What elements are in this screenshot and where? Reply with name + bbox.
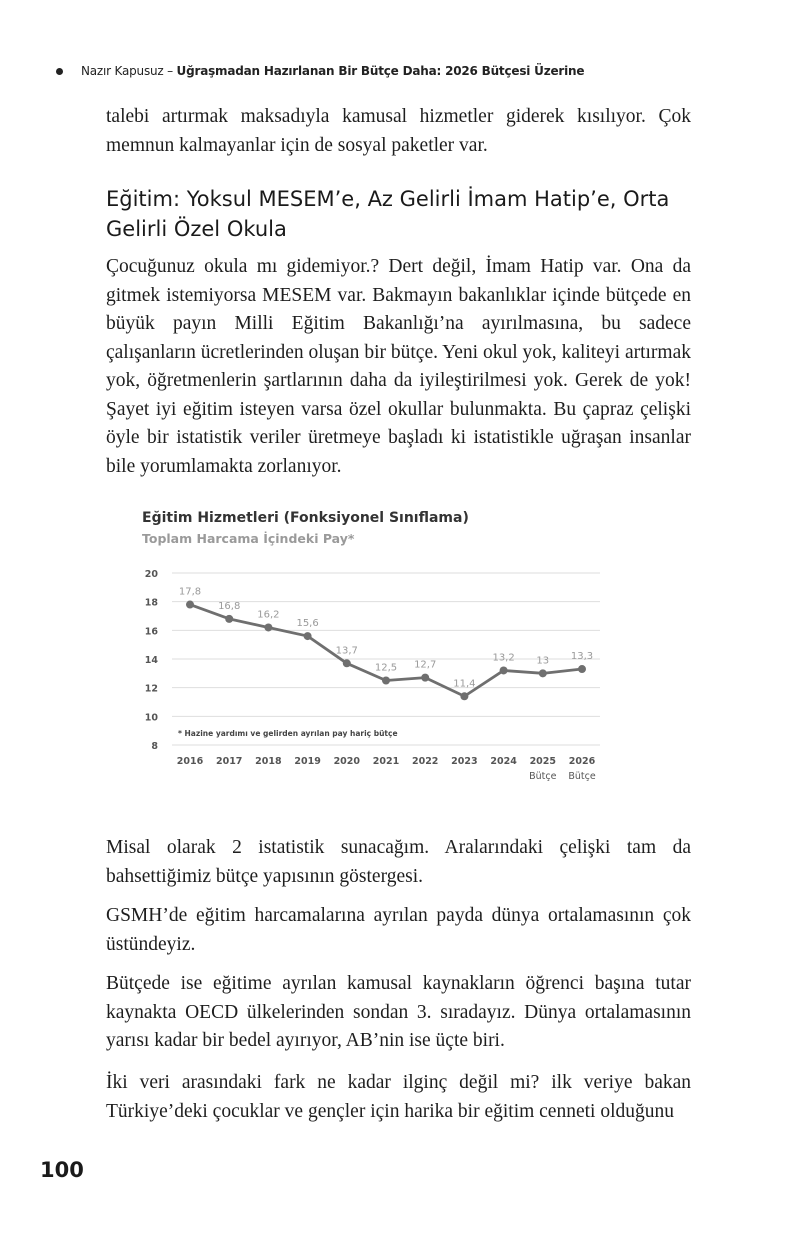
chart-footnote: * Hazine yardımı ve gelirden ayrılan pay hariç bütçe	[178, 729, 398, 738]
y-tick-label: 16	[144, 626, 158, 638]
bullet-icon	[56, 68, 63, 75]
x-tick-label: 2025	[529, 756, 557, 767]
y-tick-label: 12	[144, 683, 158, 695]
data-label: 16,8	[218, 600, 241, 612]
y-tick-label: 20	[144, 569, 158, 580]
data-point	[539, 669, 547, 677]
chart-figure	[130, 500, 610, 790]
data-point	[460, 692, 468, 700]
paragraph-6: İki veri arasındaki fark ne kadar ilginç değil mi? ilk veriye bakan Türkiye’deki çocuklar ve gençler için harika bir eğitim cenneti olduğunu	[106, 1072, 691, 1122]
x-tick-label: 2022	[411, 756, 439, 767]
x-tick-label: 2024	[490, 756, 517, 767]
chart-title: Eğitim Hizmetleri (Fonksiyonel Sınıflama)	[142, 510, 469, 526]
data-point	[264, 623, 272, 631]
data-label: 12,7	[414, 659, 437, 671]
y-tick-label: 14	[144, 655, 158, 666]
data-label: 13	[536, 655, 550, 667]
data-point	[382, 677, 390, 685]
paragraph-4: GSMH’de eğitim harcamalarına ayrılan payda dünya ortalamasının çok üstündeyiz.	[106, 905, 691, 955]
data-label: 15,6	[296, 618, 319, 630]
data-label: 11,4	[453, 678, 476, 690]
data-label: 17,8	[178, 586, 202, 598]
data-label: 16,2	[257, 609, 280, 621]
x-tick-label: 2021	[372, 756, 400, 767]
y-tick-label: 8	[151, 741, 158, 752]
paragraph-1: talebi artırmak maksadıyla kamusal hizmetler giderek kısılıyor. Çok memnun kalmayanlar için de sosyal paketler var.	[106, 106, 691, 156]
x-tick-label: 2018	[255, 756, 282, 767]
x-tick-label: 2017	[215, 756, 243, 767]
running-head	[56, 64, 584, 78]
data-point	[421, 674, 429, 682]
y-tick-label: 18	[144, 597, 158, 609]
running-head-title: Uğraşmadan Hazırlanan Bir Bütçe Daha: 2026 Bütçesi Üzerine	[176, 64, 585, 78]
data-point	[304, 632, 312, 640]
data-point	[186, 601, 194, 609]
data-label: 13,7	[335, 645, 358, 657]
x-tick-label: 2026	[568, 756, 596, 767]
page-number: 100	[40, 1158, 84, 1182]
data-label: 13,3	[570, 651, 594, 663]
paragraph-3: Misal olarak 2 istatistik sunacağım. Aralarındaki çelişki tam da bahsettiğimiz bütçe yapısının göstergesi.	[106, 837, 691, 887]
data-point	[343, 659, 351, 667]
paragraph-5: Bütçede ise eğitime ayrılan kamusal kaynakların öğrenci başına tutar kaynakta OECD ülkelerinden sondan 3. sıradayız. Dünya ortalamasının yarısı kadar bir bedel ayırıyor, AB’nin ise üçte biri.	[106, 973, 691, 1051]
data-point	[578, 665, 586, 673]
data-point	[225, 615, 233, 623]
data-label: 12,5	[374, 662, 398, 674]
y-tick-label: 10	[144, 712, 158, 724]
x-tick-sublabel: Bütçe	[568, 771, 596, 782]
running-head-author: Nazır Kapusuz –	[81, 64, 173, 78]
x-tick-label: 2016	[176, 756, 204, 767]
x-tick-sublabel: Bütçe	[529, 771, 557, 782]
paragraph-2: Çocuğunuz okula mı gidemiyor.? Dert değil, İmam Hatip var. Ona da gitmek istemiyorsa MESEM var. Bakmayın bakanlıklar içinde bütçede en büyük payın Milli Eğitim Bakanlığı’na ayırılmasına, bu sadece çalışanların ücretlerinden oluşan bir bütçe. Yeni okul yok, kaliteyi artırmak yok, öğretmenlerin şartlarının daha da iyileştirilmesi yok. Gerek de yok! Şayet iyi eğitim isteyen varsa özel okullar bulunmakta. Bu çapraz çelişki öyle bir istatistik veriler üretmeye başladı ki istatistikle uğraşan insanlar bile yorumlamakta zorlanıyor.	[106, 256, 691, 477]
section-heading: Eğitim: Yoksul MESEM’e, Az Gelirli İmam Hatip’e, Orta Gelirli Özel Okula	[106, 187, 670, 241]
x-tick-label: 2019	[294, 756, 321, 767]
data-label: 13,2	[492, 652, 515, 664]
x-tick-label: 2023	[451, 756, 478, 767]
x-tick-label: 2020	[333, 756, 361, 767]
line-chart	[130, 500, 610, 790]
chart-subtitle: Toplam Harcama İçindeki Pay*	[142, 531, 355, 546]
data-point	[500, 666, 508, 674]
